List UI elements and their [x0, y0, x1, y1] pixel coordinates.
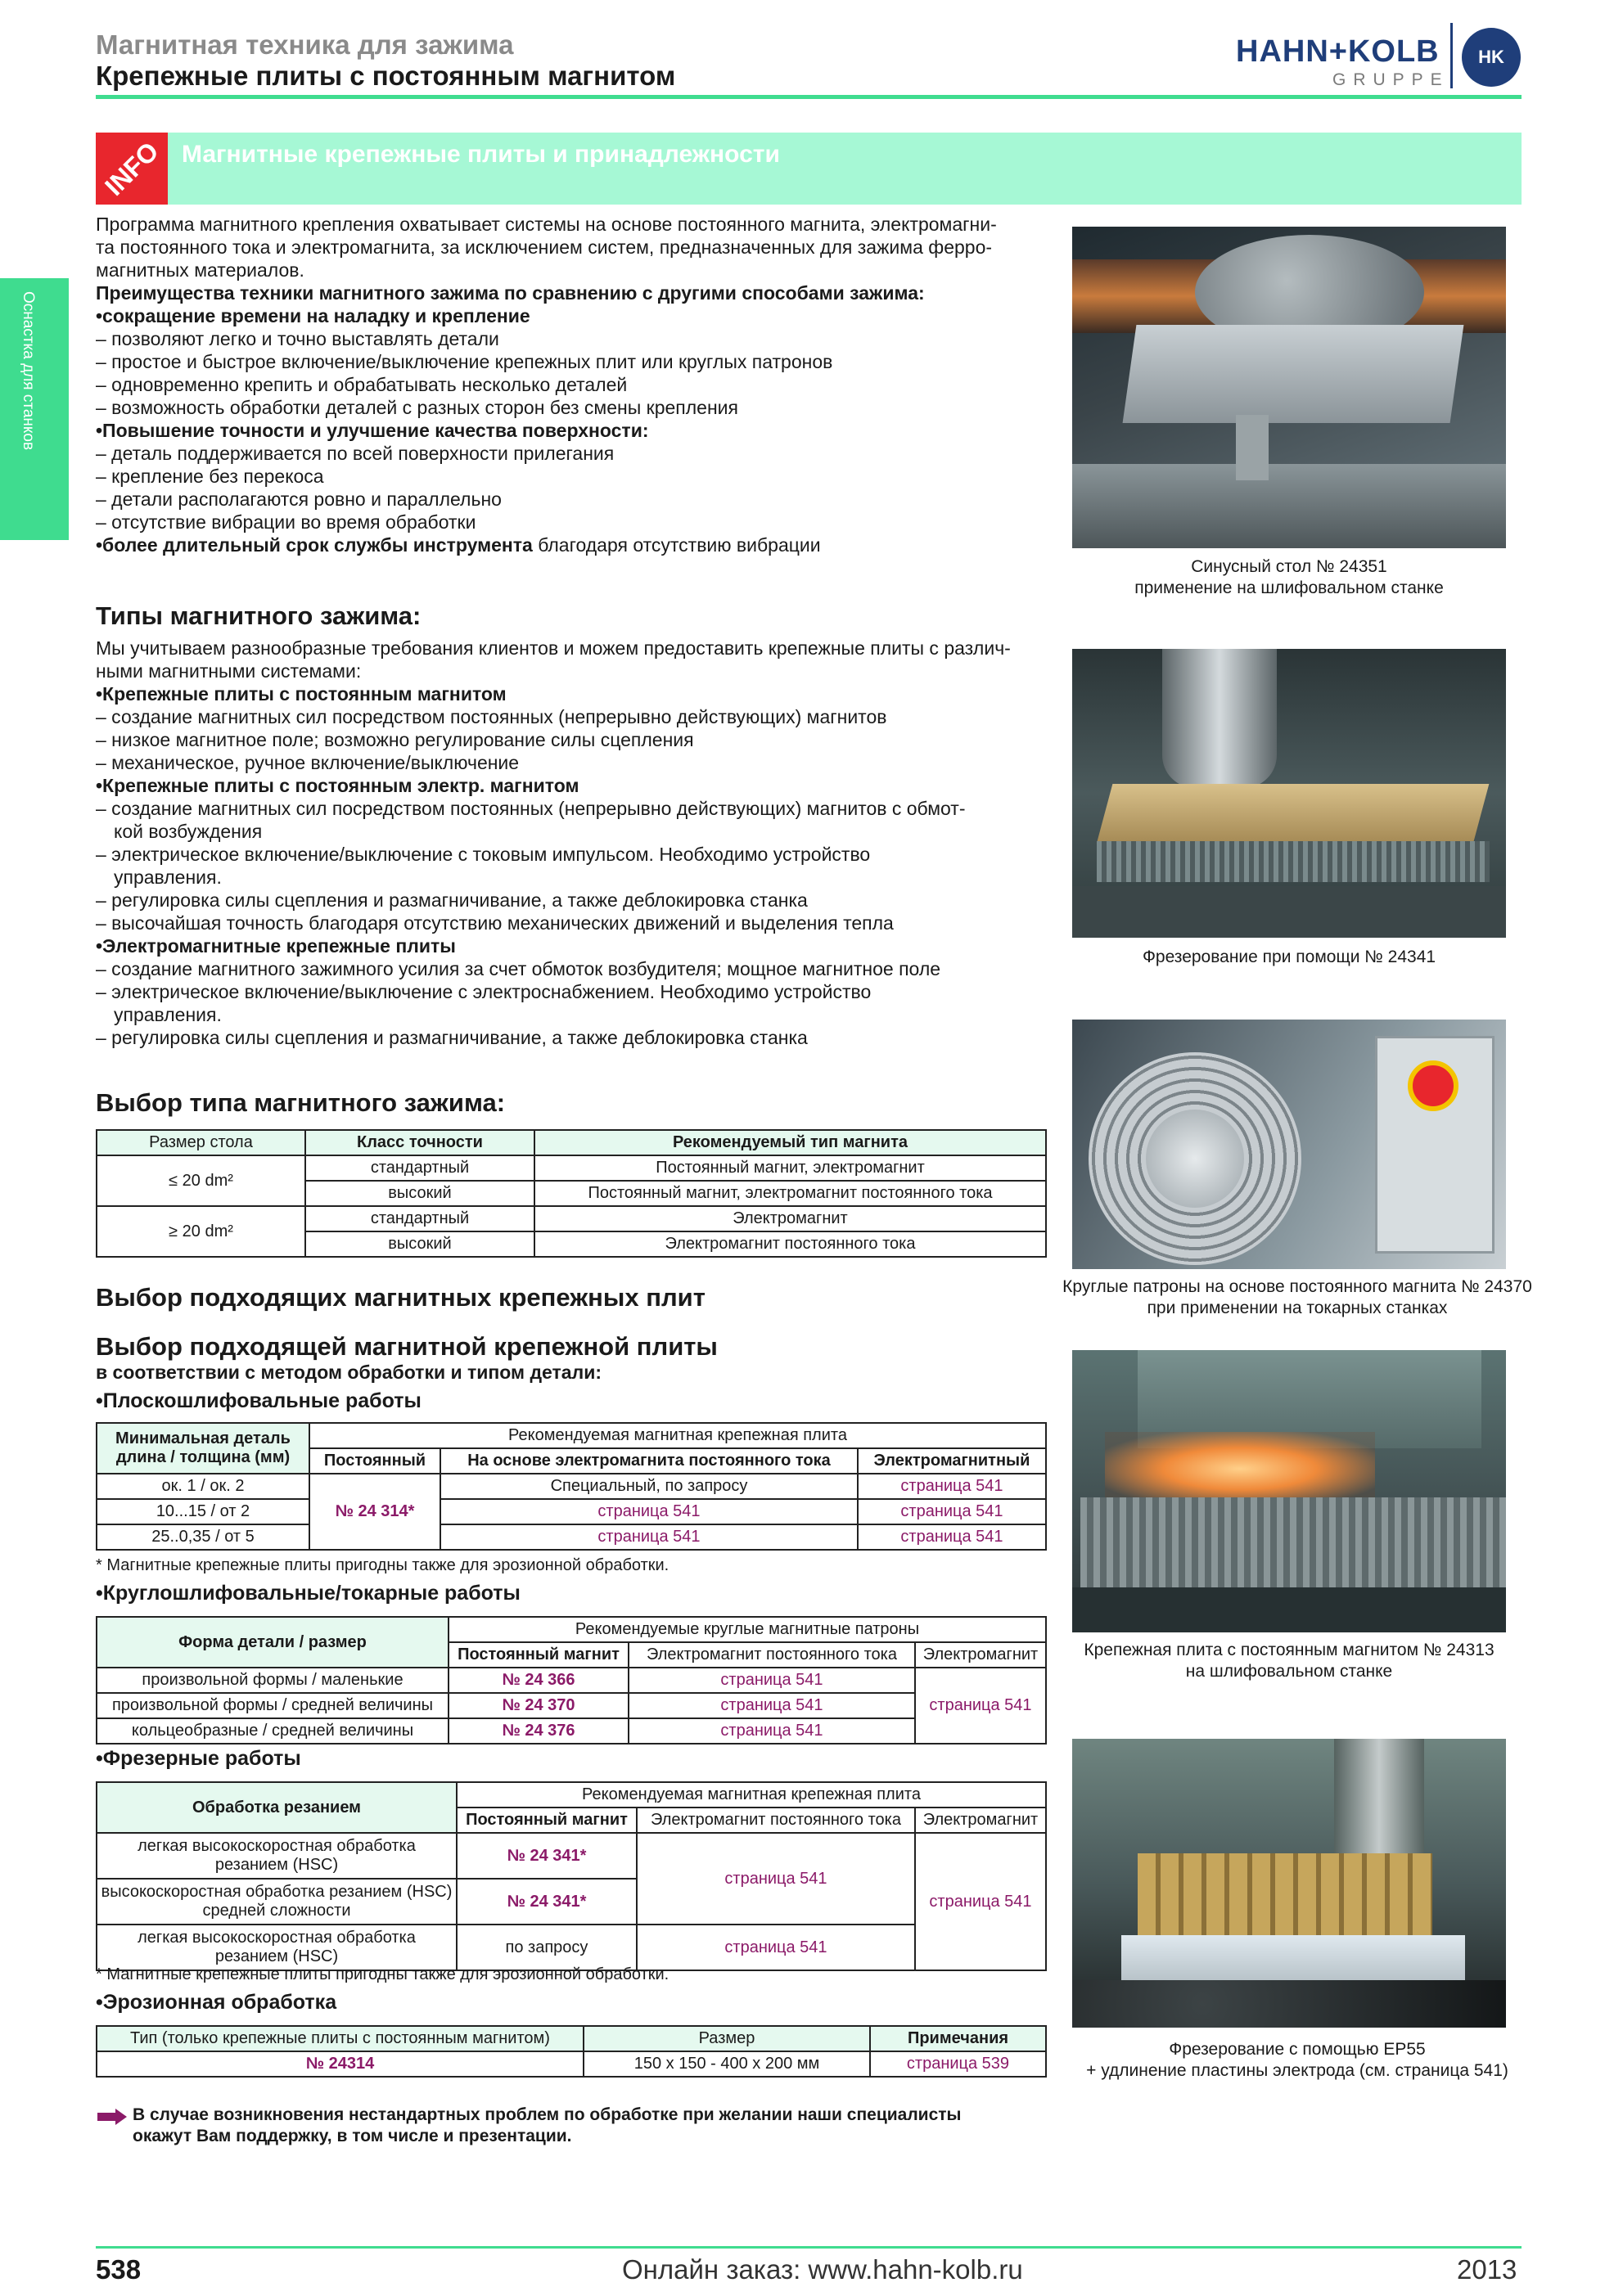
- catalog-year: 2013: [1457, 2254, 1517, 2285]
- table-cell: высокий: [305, 1231, 534, 1257]
- page-number: 538: [96, 2254, 142, 2285]
- table-header: Минимальная деталь длина / толщина (мм): [97, 1423, 309, 1474]
- table-header: Электромагнит постоянного тока: [629, 1642, 915, 1668]
- page-link[interactable]: страница 541: [440, 1499, 858, 1524]
- table-row: [97, 1155, 1046, 1181]
- round-table: [96, 1616, 1047, 1745]
- product-link[interactable]: № 24 314*: [309, 1474, 440, 1550]
- bullet-item: – регулировка силы сцепления и размагничивание, а также деблокировка станка: [96, 889, 808, 911]
- info-badge-text: INFO: [98, 135, 165, 201]
- support-line: окажут Вам поддержку, в том числе и презентации.: [133, 2127, 572, 2145]
- table-header: Электромагнит: [915, 1808, 1046, 1833]
- table-row: [97, 1833, 1046, 1879]
- bullet-item: – детали располагаются ровно и параллельно: [96, 488, 502, 510]
- bullet-heading: [96, 533, 1053, 556]
- caption-line: Фрезерование с помощью EP55: [1169, 2040, 1426, 2059]
- table-cell: ≥ 20 dm²: [97, 1206, 305, 1257]
- table-header: Постоянный: [309, 1448, 440, 1474]
- photo-caption: [1044, 2039, 1551, 2082]
- caption-line: Крепежная плита с постоянным магнитом № 24313: [1084, 1641, 1495, 1659]
- plates-title: Выбор подходящих магнитных крепежных плит: [96, 1283, 706, 1312]
- table-row: [97, 1499, 1046, 1524]
- table-header: Размер: [584, 2026, 870, 2051]
- table-header: Обработка резанием: [97, 1782, 457, 1833]
- product-link[interactable]: № 24 341*: [457, 1879, 637, 1925]
- table-header: Размер стола: [97, 1130, 305, 1155]
- table-row: [97, 2051, 1046, 2077]
- table-cell: Специальный, по запросу: [440, 1474, 858, 1499]
- caption-line: Круглые патроны на основе постоянного магнита № 24370: [1062, 1277, 1532, 1296]
- surface-title: •Плоскошлифовальные работы: [96, 1389, 422, 1412]
- arrow-icon: [96, 2108, 128, 2126]
- product-link[interactable]: № 24314: [97, 2051, 584, 2077]
- side-tab-label: Оснастка для станков: [20, 291, 37, 451]
- table-cell: высокоскоростная обработка резанием (HSC) средней сложности: [97, 1879, 457, 1925]
- bullet-item-cont: управления.: [114, 867, 222, 888]
- table-header: Электромагнитный: [858, 1448, 1046, 1474]
- bullet-item-cont: управления.: [114, 1004, 222, 1025]
- intro-line: магнитных материалов.: [96, 259, 304, 281]
- table-cell: кольцеобразные / средней величины: [97, 1718, 449, 1744]
- table-cell: легкая высокоскоростная обработка резанием (HSC): [97, 1925, 457, 1970]
- table-cell: Постоянный магнит, электромагнит постоянного тока: [534, 1181, 1046, 1206]
- table-row: [97, 1206, 1046, 1231]
- caption-line: применение на шлифовальном станке: [1134, 579, 1444, 597]
- footer-divider: [96, 2246, 1522, 2249]
- milling-title: •Фрезерные работы: [96, 1747, 301, 1770]
- bullet-heading: •сокращение времени на наладку и крепление: [96, 305, 530, 326]
- bullet-item: – создание магнитного зажимного усилия за счет обмоток возбудителя; мощное магнитное поле: [96, 958, 941, 979]
- product-link[interactable]: № 24 366: [449, 1668, 629, 1693]
- bullet-heading: •Крепежные плиты с постоянным магнитом: [96, 683, 507, 705]
- table-cell: Электромагнит: [534, 1206, 1046, 1231]
- bullet-item-cont: кой возбуждения: [114, 821, 263, 842]
- support-note: [133, 2105, 962, 2147]
- table-header: Рекомендуемые круглые магнитные патроны: [449, 1617, 1046, 1642]
- page-link[interactable]: страница 541: [858, 1474, 1046, 1499]
- bullet-item: – создание магнитных сил посредством постоянных (непрерывно действующих) магнитов с обмот-: [96, 798, 966, 819]
- bullet-bold: •более длительный срок службы инструмента: [96, 534, 533, 556]
- grinding-plate-photo: [1072, 1350, 1506, 1632]
- caption-line: на шлифовальном станке: [1185, 1662, 1393, 1681]
- types-line: ными магнитными системами:: [96, 660, 362, 682]
- online-order-link[interactable]: Онлайн заказ: www.hahn-kolb.ru: [622, 2254, 1023, 2285]
- table-cell: произвольной формы / средней величины: [97, 1693, 449, 1718]
- plate-title: Выбор подходящей магнитной крепежной плиты: [96, 1332, 718, 1361]
- table-cell: 150 x 150 - 400 x 200 мм: [584, 2051, 870, 2077]
- caption-line: + удлинение пластины электрода (см. страница 541): [1086, 2061, 1508, 2080]
- table-row: [97, 1474, 1046, 1499]
- bullet-heading: •Крепежные плиты с постоянным электр. магнитом: [96, 775, 579, 796]
- bullet-item: – отсутствие вибрации во время обработки: [96, 511, 476, 533]
- bullet-item: – низкое магнитное поле; возможно регулирование силы сцепления: [96, 729, 694, 750]
- table-row: [97, 1668, 1046, 1693]
- brand-logo-text: HAHN+KOLB: [1236, 34, 1440, 69]
- side-category-tab[interactable]: [0, 278, 69, 540]
- edm-title: •Эрозионная обработка: [96, 1991, 337, 2014]
- table-cell: ≤ 20 dm²: [97, 1155, 305, 1206]
- selection-title: Выбор типа магнитного зажима:: [96, 1088, 506, 1117]
- table-row: [97, 1718, 1046, 1744]
- page-link[interactable]: страница 541: [858, 1524, 1046, 1550]
- milling-photo: [1072, 649, 1506, 938]
- bullet-item: – крепление без перекоса: [96, 466, 324, 487]
- bullet-item: – механическое, ручное включение/выключение: [96, 752, 520, 773]
- product-link[interactable]: № 24 341*: [457, 1833, 637, 1879]
- table-cell: стандартный: [305, 1155, 534, 1181]
- caption-line: Фрезерование при помощи № 24341: [1142, 948, 1436, 966]
- photo-caption: [1044, 1276, 1551, 1319]
- types-title: Типы магнитного зажима:: [96, 601, 422, 630]
- table-header: Электромагнит постоянного тока: [637, 1808, 915, 1833]
- page-link[interactable]: страница 541: [915, 1833, 1046, 1970]
- brand-logo-emblem: HK: [1462, 28, 1521, 87]
- types-line: Мы учитываем разнообразные требования клиентов и можем предоставить крепежные плиты с различ-: [96, 637, 1011, 659]
- caption-line: Синусный стол № 24351: [1191, 557, 1387, 576]
- support-line: В случае возникновения нестандартных проблем по обработке при желании наши специалисты: [133, 2105, 962, 2124]
- bullet-item: – электрическое включение/выключение с токовым импульсом. Необходимо устройство: [96, 844, 871, 865]
- edm-table: [96, 2025, 1047, 2078]
- table-header: Рекомендуемая магнитная крепежная плита: [457, 1782, 1046, 1808]
- page-link[interactable]: страница 539: [870, 2051, 1046, 2077]
- ep55-milling-photo: [1072, 1739, 1506, 2028]
- table-header: Рекомендуемый тип магнита: [534, 1130, 1046, 1155]
- table-row: [97, 1925, 1046, 1970]
- caption-line: при применении на токарных станках: [1147, 1299, 1448, 1317]
- round-title: •Круглошлифовальные/токарные работы: [96, 1582, 521, 1605]
- intro-block: [96, 213, 1053, 556]
- table-header: Постоянный магнит: [449, 1642, 629, 1668]
- table-header: На основе электромагнита постоянного тока: [440, 1448, 858, 1474]
- table-cell: 25..0,35 / от 5: [97, 1524, 309, 1550]
- bullet-heading: •Повышение точности и улучшение качества поверхности:: [96, 420, 649, 441]
- page-link[interactable]: страница 541: [637, 1925, 915, 1970]
- table-header: Примечания: [870, 2026, 1046, 2051]
- selection-table: [96, 1129, 1047, 1258]
- page-link[interactable]: страница 541: [629, 1668, 915, 1693]
- intro-line: та постоянного тока и электромагнита, за исключением систем, предназначенных для зажима ферро-: [96, 236, 993, 258]
- page-link[interactable]: страница 541: [915, 1668, 1046, 1744]
- bullet-item: – высочайшая точность благодаря отсутствию механических движений и выделения тепла: [96, 912, 894, 934]
- page-link[interactable]: страница 541: [637, 1833, 915, 1925]
- bullet-item: – одновременно крепить и обрабатывать несколько деталей: [96, 374, 628, 395]
- table-header: Тип (только крепежные плиты с постоянным магнитом): [97, 2026, 584, 2051]
- product-link[interactable]: № 24 370: [449, 1693, 629, 1718]
- header-category: Магнитная техника для зажима: [96, 29, 514, 60]
- table-cell: стандартный: [305, 1206, 534, 1231]
- table-cell: ок. 1 / ок. 2: [97, 1474, 309, 1499]
- types-block: [96, 637, 1053, 1049]
- footnote: * Магнитные крепежные плиты пригодны также для эрозионной обработки.: [96, 1556, 669, 1574]
- bullet-item: – создание магнитных сил посредством постоянных (непрерывно действующих) магнитов: [96, 706, 887, 727]
- brand-logo-subtitle: GRUPPE: [1332, 70, 1449, 89]
- sine-table-photo: [1072, 227, 1506, 548]
- table-cell: произвольной формы / маленькие: [97, 1668, 449, 1693]
- table-row: [97, 1524, 1046, 1550]
- plate-subtitle: в соответствии с методом обработки и типом детали:: [96, 1362, 602, 1383]
- bullet-item: – позволяют легко и точно выставлять детали: [96, 328, 499, 349]
- intro-line: Программа магнитного крепления охватывает системы на основе постоянного магнита, электромагни-: [96, 214, 997, 235]
- page-link[interactable]: страница 541: [440, 1524, 858, 1550]
- photo-caption: [1044, 947, 1535, 968]
- round-chuck-photo: [1072, 1020, 1506, 1269]
- footnote: * Магнитные крепежные плиты пригодны также для эрозионной обработки.: [96, 1965, 669, 1983]
- bullet-heading: •Электромагнитные крепежные плиты: [96, 935, 456, 957]
- table-cell: Постоянный магнит, электромагнит: [534, 1155, 1046, 1181]
- photo-caption: [1044, 556, 1535, 599]
- bullet-item: – деталь поддерживается по всей поверхности прилегания: [96, 443, 615, 464]
- advantages-title: Преимущества техники магнитного зажима по сравнению с другими способами зажима:: [96, 282, 925, 304]
- bullet-item: – регулировка силы сцепления и размагничивание, а также деблокировка станка: [96, 1027, 808, 1048]
- bullet-rest: благодаря отсутствию вибрации: [532, 534, 821, 556]
- page-title: Крепежные плиты с постоянным магнитом: [96, 61, 676, 91]
- table-header: Постоянный магнит: [457, 1808, 637, 1833]
- bullet-item: – простое и быстрое включение/выключение крепежных плит или круглых патронов: [96, 351, 833, 372]
- info-title: Магнитные крепежные плиты и принадлежности: [182, 141, 780, 168]
- table-row: [97, 1693, 1046, 1718]
- table-header: Рекомендуемая магнитная крепежная плита: [309, 1423, 1046, 1448]
- table-cell: высокий: [305, 1181, 534, 1206]
- logo-divider: [1450, 23, 1453, 88]
- bullet-item: – возможность обработки деталей с разных сторон без смены крепления: [96, 397, 738, 418]
- page-link[interactable]: страница 541: [629, 1718, 915, 1744]
- surface-table: [96, 1422, 1047, 1551]
- photo-caption: [1044, 1640, 1535, 1682]
- bullet-item: – электрическое включение/выключение с электроснабжением. Необходимо устройство: [96, 981, 872, 1002]
- page-link[interactable]: страница 541: [629, 1693, 915, 1718]
- product-link[interactable]: № 24 376: [449, 1718, 629, 1744]
- table-cell: по запросу: [457, 1925, 637, 1970]
- header-divider: [96, 95, 1522, 99]
- table-header: Класс точности: [305, 1130, 534, 1155]
- table-header: Форма детали / размер: [97, 1617, 449, 1668]
- page-link[interactable]: страница 541: [858, 1499, 1046, 1524]
- table-header: Электромагнит: [915, 1642, 1046, 1668]
- info-icon: [96, 133, 168, 205]
- milling-table: [96, 1781, 1047, 1971]
- table-cell: 10...15 / от 2: [97, 1499, 309, 1524]
- table-cell: легкая высокоскоростная обработка резанием (HSC): [97, 1833, 457, 1879]
- table-cell: Электромагнит постоянного тока: [534, 1231, 1046, 1257]
